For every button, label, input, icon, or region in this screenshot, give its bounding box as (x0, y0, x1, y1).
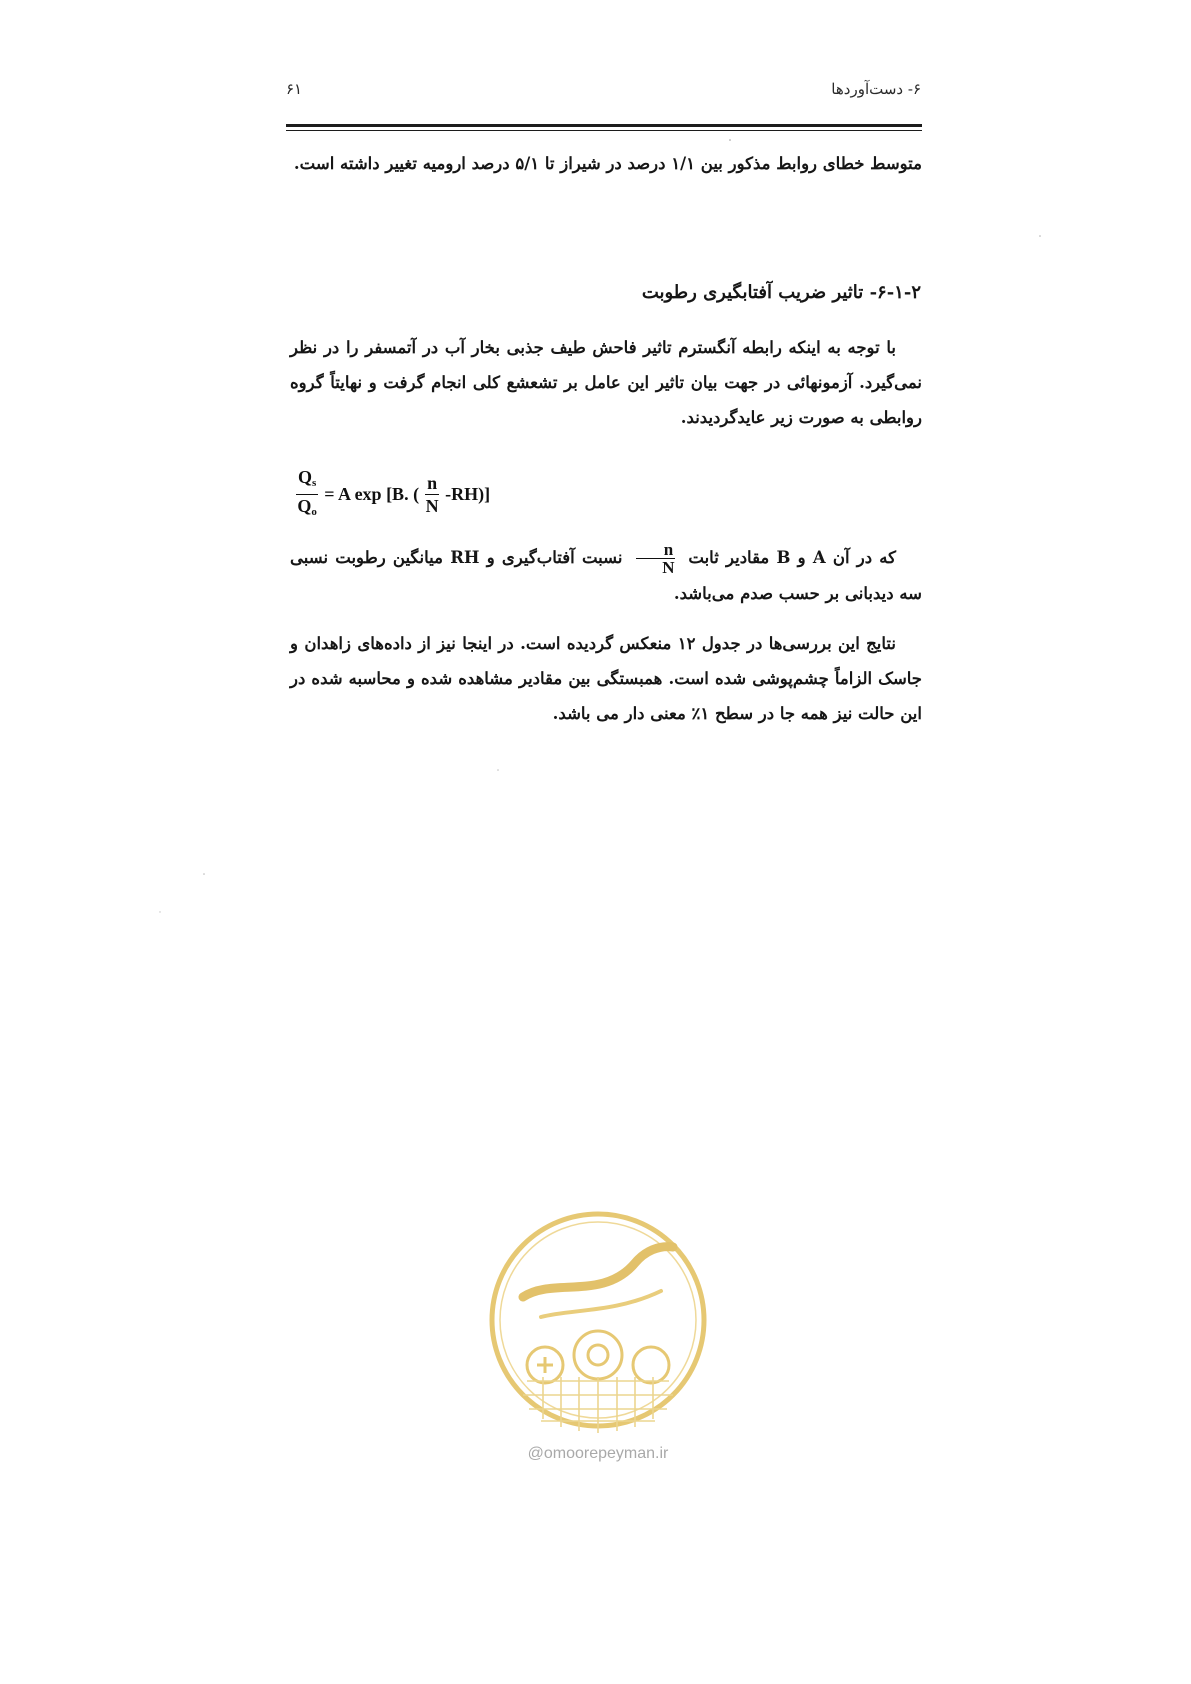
paragraph-1: با توجه به اینکه رابطه آنگسترم تاثیر فاحش طیف جذبی بخار آب در آتمسفر را در نظر نمی‌گیرد. آزمونهائی در جهت بیان تاثیر این عامل بر تشعشع کلی انجام گرفت و نهایتاً گروه روابطی به صورت زیر عایدگردیدند. (290, 338, 922, 427)
gear-icon-center (574, 1331, 622, 1379)
paragraph-2-part-b: نسبت آفتاب‌گیری و RH میانگین رطوبت نسبی سه دیدبانی بر حسب صدم می‌باشد. (290, 548, 922, 603)
formula-lhs-numerator: Q (298, 467, 313, 487)
watermark-url: @omoorepeyman.ir (527, 1445, 669, 1462)
header-rule-thick (286, 124, 922, 127)
formula-lhs-numerator-sub: s (312, 477, 317, 489)
scale-icon (537, 1357, 553, 1373)
intro-paragraph-block (290, 146, 922, 181)
paragraph-2-fraction-numerator: n (636, 541, 675, 559)
seal-grid (523, 1377, 673, 1433)
gear-icon-right (633, 1347, 669, 1383)
formula-lhs-denominator-sub: o (311, 506, 317, 518)
paragraph-2-block (290, 540, 922, 611)
radiation-formula (290, 466, 490, 523)
formula-middle: = A exp [B. ( (324, 484, 420, 504)
watermark-seal (483, 1205, 713, 1435)
formula-inner-numerator: n (427, 473, 438, 493)
seal-brush-stroke (523, 1247, 673, 1297)
section-heading: ۶-۱-۲- تاثیر ضریب آفتابگیری رطوبت (641, 282, 921, 303)
formula-lhs-fraction (296, 466, 318, 523)
paragraph-1-block (290, 330, 922, 435)
formula-inner-denominator: N (425, 496, 439, 516)
paragraph-3: نتایج این بررسی‌ها در جدول ۱۲ منعکس گردیده است. در اینجا نیز از داده‌های زاهدان و جاسک الزاماً چشم‌پوشی شده است. همبستگی بین مقادیر مشاهده شده و محاسبه شده در این حالت نیز همه جا در سطح ۱٪ معنی دار می باشد. (290, 634, 922, 723)
header-rule-thin (286, 130, 922, 131)
paragraph-2-part-a: که در آن A و B مقادیر ثابت (688, 548, 896, 567)
formula-tail: -RH)] (445, 484, 491, 504)
intro-paragraph: متوسط خطای روابط مذکور بین ۱/۱ درصد در شیراز تا ۵/۱ درصد ارومیه تغییر داشته است. (293, 154, 922, 173)
running-chapter-title: ۶- دست‌آوردها (831, 80, 921, 98)
formula-lhs-denominator: Q (297, 496, 312, 516)
paragraph-2 (290, 540, 922, 611)
paragraph-3-block (290, 626, 922, 731)
seal-gear-icons (527, 1331, 669, 1383)
formula-inner-fraction (425, 472, 439, 517)
paragraph-2-fraction (636, 541, 675, 576)
seal-brush-stroke-thin (541, 1291, 661, 1317)
paragraph-2-fraction-denominator: N (662, 558, 675, 577)
page-number: ۶۱ (286, 80, 303, 98)
